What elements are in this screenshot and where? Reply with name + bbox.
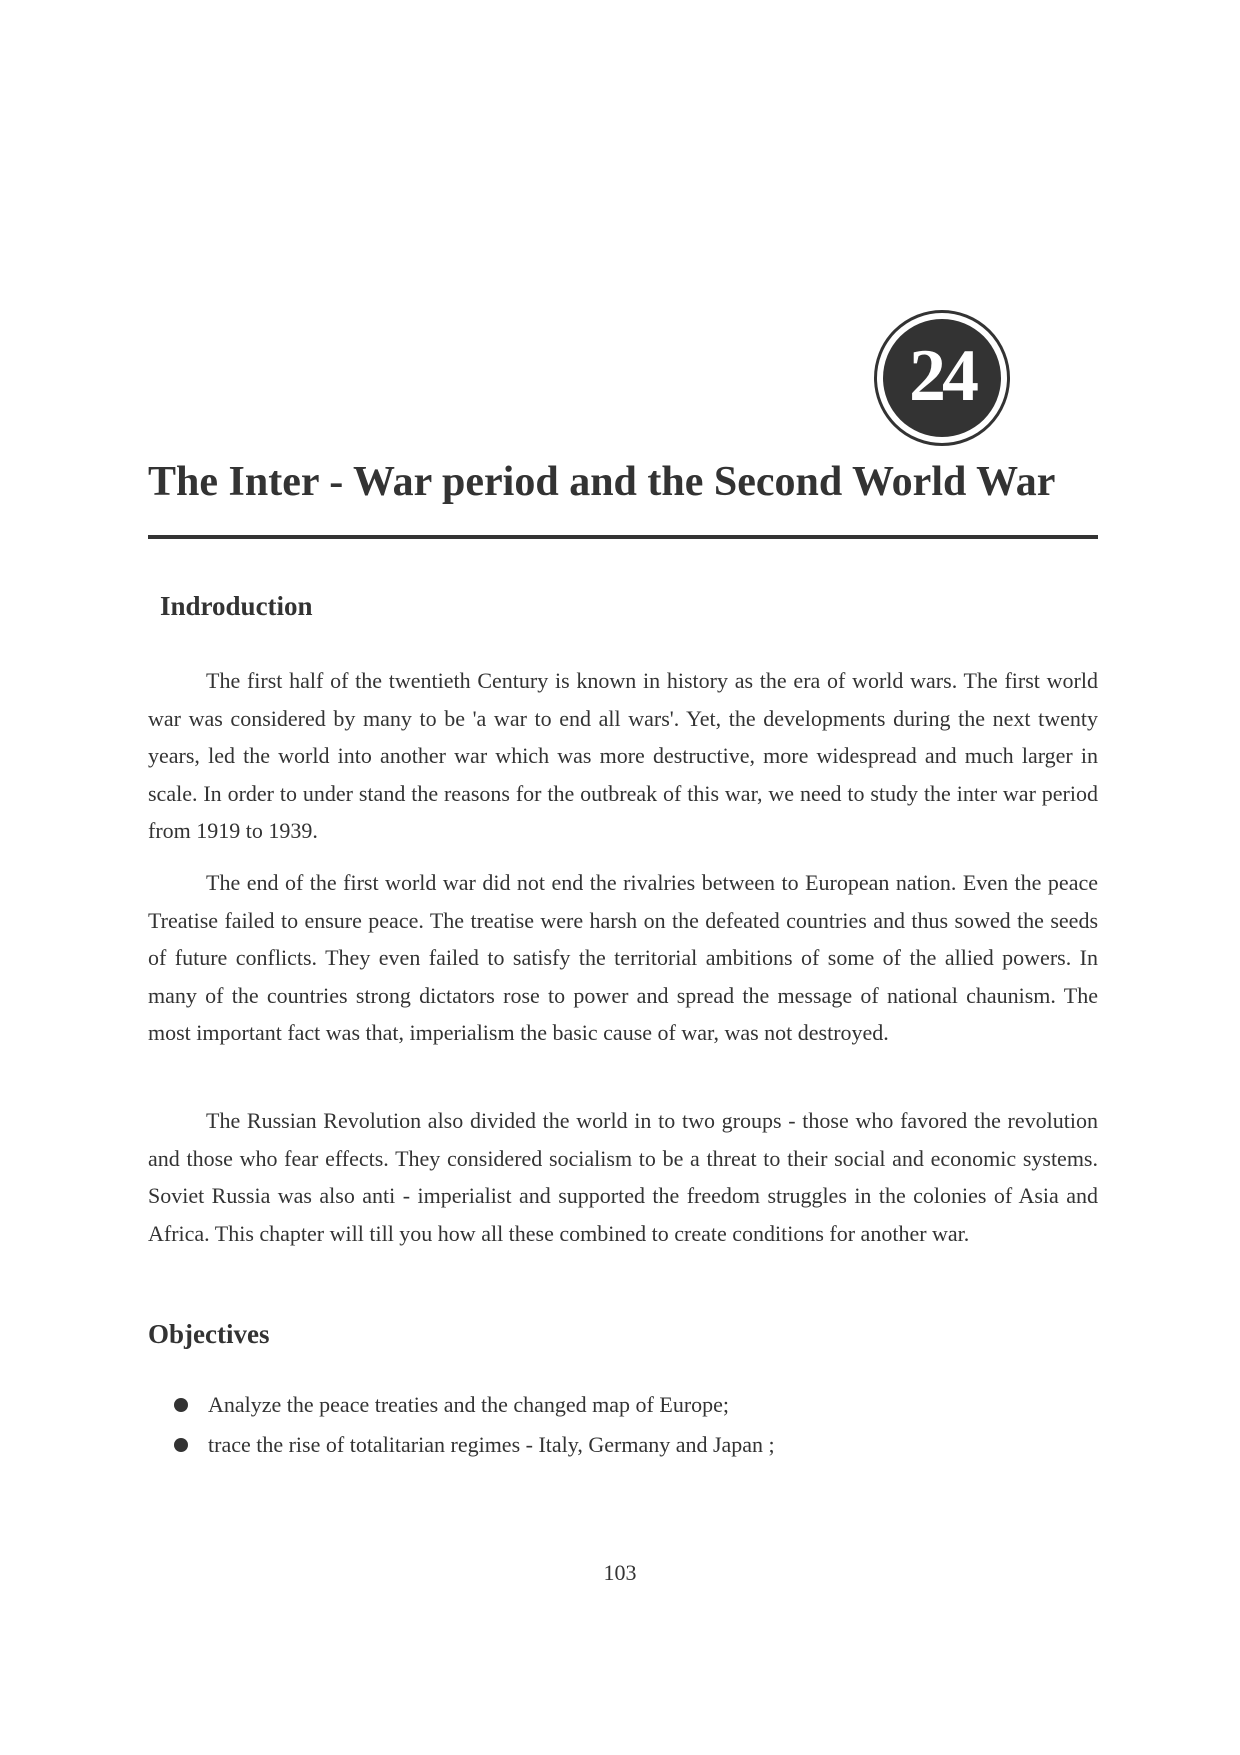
chapter-number-badge	[874, 310, 1010, 446]
paragraph-text: The first half of the twentieth Century is known in history as the era of world wars. The first world war was considered by many to be 'a war to end all wars'. Yet, the developments during the next twenty years, led the world into another war which was more destructive, more widespread and much larger in scale. In order to under stand the reasons for the outbreak of this war, we need to study the inter war period from 1919 to 1939.	[148, 668, 1098, 844]
introduction-paragraph-1	[148, 662, 1098, 850]
bullet-icon	[174, 1438, 188, 1452]
bullet-icon	[174, 1398, 188, 1412]
objectives-list	[148, 1385, 1098, 1465]
introduction-paragraph-2	[148, 864, 1098, 1052]
introduction-paragraph-3	[148, 1102, 1098, 1252]
objective-text: trace the rise of totalitarian regimes - Italy, Germany and Japan ;	[208, 1432, 775, 1457]
objective-text: Analyze the peace treaties and the changed map of Europe;	[208, 1392, 730, 1417]
paragraph-text: The Russian Revolution also divided the world in to two groups - those who favored the revolution and those who fear effects. They considered socialism to be a threat to their social and economic systems. Soviet Russia was also anti - imperialist and supported the freedom struggles in the colonies of Asia and Africa. This chapter will till you how all these combined to create conditions for another war.	[148, 1108, 1098, 1246]
introduction-heading: Indroduction	[160, 591, 313, 621]
paragraph-text: The end of the first world war did not end the rivalries between to European nation. Even the peace Treatise failed to ensure peace. The treatise were harsh on the defeated countries and thus sowed the seeds of future conflicts. They even failed to satisfy the territorial ambitions of some of the allied powers. In many of the countries strong dictators rose to power and spread the message of national chaunism. The most important fact was that, imperialism the basic cause of war, was not destroyed.	[148, 870, 1098, 1046]
page-number: 103	[603, 1560, 637, 1585]
title-divider	[148, 535, 1098, 539]
chapter-number: 24	[883, 319, 1001, 437]
objective-item	[148, 1385, 1098, 1425]
objectives-heading: Objectives	[148, 1319, 270, 1349]
chapter-title: The Inter - War period and the Second World War	[148, 459, 1056, 505]
objective-item	[148, 1425, 1098, 1465]
